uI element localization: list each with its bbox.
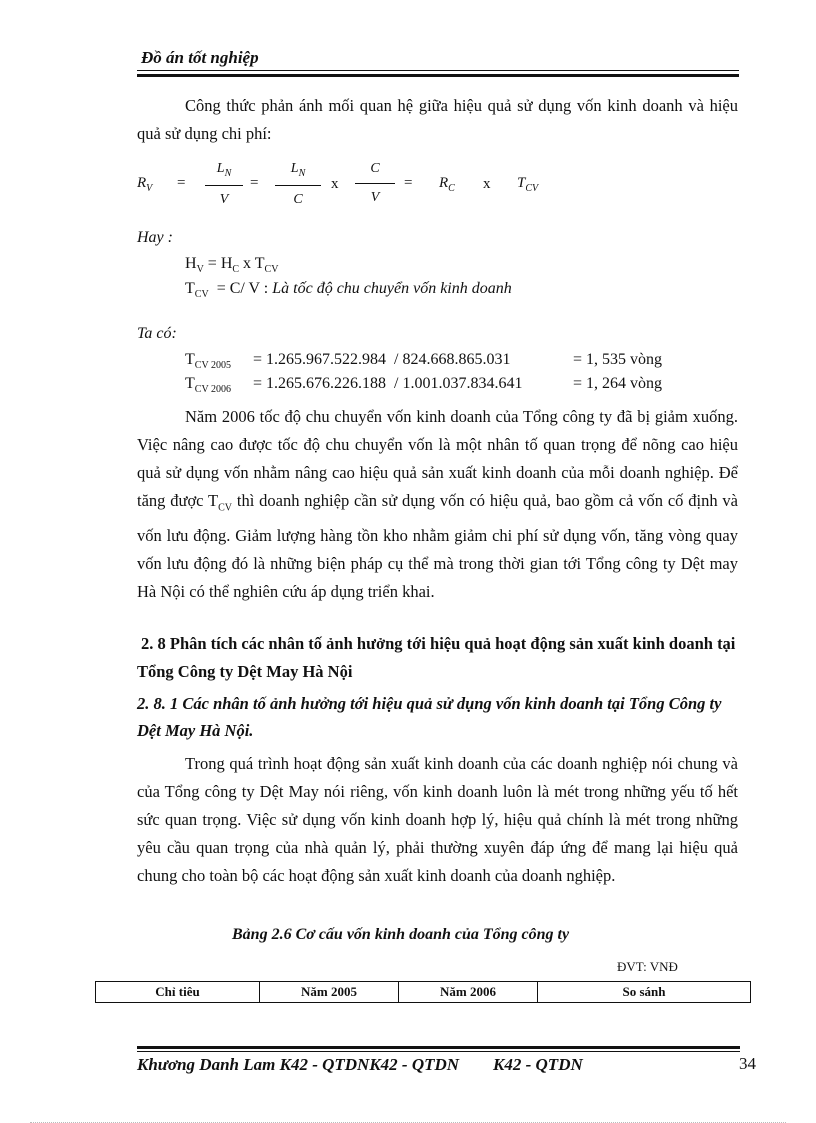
paragraph-tcv-analysis: Năm 2006 tốc độ chu chuyển vốn kinh doanh của Tổng công ty đã bị giảm xuống. Việc nâng cao được tốc độ chu chuyển vốn là một nhân tố quan trọng để nõng cao hiệu quả sử dụng vốn nhằm nâng cao hiệu quả sản xuất kinh doanh của mỗi doanh nghiệp. Để tăng được $T_{CV}$ thì doanh nghiệp cần sử dụng vốn có hiệu quả, bao gồm cả vốn cố định và vốn lưu động. Giảm lượng hàng tồn kho nhằm giảm chi phí sử dụng vốn, tăng vòng quay vốn lưu động đó là những biện pháp cụ thể mà trong thời gian tới Tổng công ty Dệt may Hà Nội có thể nghiên cứu áp dụng triển khai. <box>137 407 738 602</box>
paragraph-capital-factors: Trong quá trình hoạt động sản xuất kinh doanh của các doanh nghiệp nói chung và của Tổng công ty Dệt May nói riêng, vốn kinh doanh luôn là mét trong những yếu tố hết sức quan trọng. Việc sử dụng vốn kinh doanh hợp lý, hiệu quả chính là mét trong những yêu cầu quan trọng của nhà quản lý, phải thường xuyên đáp ứng để mang lại hiệu quả chung cho toàn bộ các hoạt động sản xuất kinh doanh của doanh nghiệp. <box>137 754 738 885</box>
formula-lhs: $R_V$ <box>137 175 153 194</box>
section-2-8-1-heading: 2. 8. 1 Các nhân tố ảnh hưởng tới hiệu quả sử dụng vốn kinh doanh tại Tổng Công ty Dệt May Hà Nội. <box>137 694 722 740</box>
footer-author: Khương Danh Lam K42 - QTDNK42 - QTDN K42 - QTDN <box>137 1055 583 1074</box>
taco-row-2006: $T_{CV 2006}$ = 1.265.676.226.188 / 1.001.037.834.641 = 1, 264 vòng <box>185 375 663 396</box>
formula-equals-3: = <box>404 175 413 191</box>
formula <box>137 155 597 215</box>
intro-text: Công thức phản ánh mối quan hệ giữa hiệu quả sử dụng vốn kinh doanh và hiệu quả sử dụng chi phí: <box>137 96 738 143</box>
hay-line-2: $T_{CV} = C/$ V : Là tốc độ chu chuyển vốn kinh doanh <box>185 280 512 301</box>
table-caption: Bảng 2.6 Cơ cấu vốn kinh doanh của Tổng công ty <box>232 926 570 943</box>
formula-equals-2: = <box>250 175 259 191</box>
table-header-comparison: So sánh <box>538 982 751 1003</box>
footer-rule-thick <box>137 1046 740 1049</box>
table-header-2005: Năm 2005 <box>260 982 399 1003</box>
header-rule-thin <box>137 70 739 71</box>
formula-fraction-1: $L_N$ V <box>205 161 243 208</box>
table-header-2006: Năm 2006 <box>399 982 538 1003</box>
document-header-title: Đồ án tốt nghiệp <box>141 48 259 67</box>
page-number: 34 <box>739 1054 756 1073</box>
formula-fraction-2: $L_N$ C <box>275 161 321 208</box>
formula-tcv: $T_{CV}$ <box>517 175 539 194</box>
table-unit: ĐVT: VNĐ <box>617 959 678 974</box>
hay-label: Hay : <box>137 229 173 246</box>
section-2-8-heading: 2. 8 Phân tích các nhân tố ảnh hưởng tới hiệu quả hoạt động sản xuất kinh doanh tại Tổng Công ty Dệt May Hà Nội <box>137 634 736 681</box>
formula-times-1: x <box>331 176 339 192</box>
taco-row-2005: $T_{CV 2005}$ = 1.265.967.522.984 / 824.668.865.031 = 1, 535 vòng <box>185 351 663 372</box>
formula-times-2: x <box>483 176 491 192</box>
formula-rc: $R_C$ <box>439 175 455 194</box>
capital-structure-table <box>95 981 751 1003</box>
footer-rule-thin <box>137 1051 740 1052</box>
table-header-indicator: Chỉ tiêu <box>96 982 260 1003</box>
formula-equals-1: = <box>177 175 186 191</box>
taco-label: Ta có: <box>137 325 177 342</box>
hay-line-1: $H_V = H_C$ x $T_{CV}$ <box>185 255 279 276</box>
header-rule-thick <box>137 74 739 77</box>
table-header-row <box>96 982 751 1003</box>
formula-fraction-3: C V <box>355 161 395 206</box>
intro-paragraph <box>137 92 738 148</box>
